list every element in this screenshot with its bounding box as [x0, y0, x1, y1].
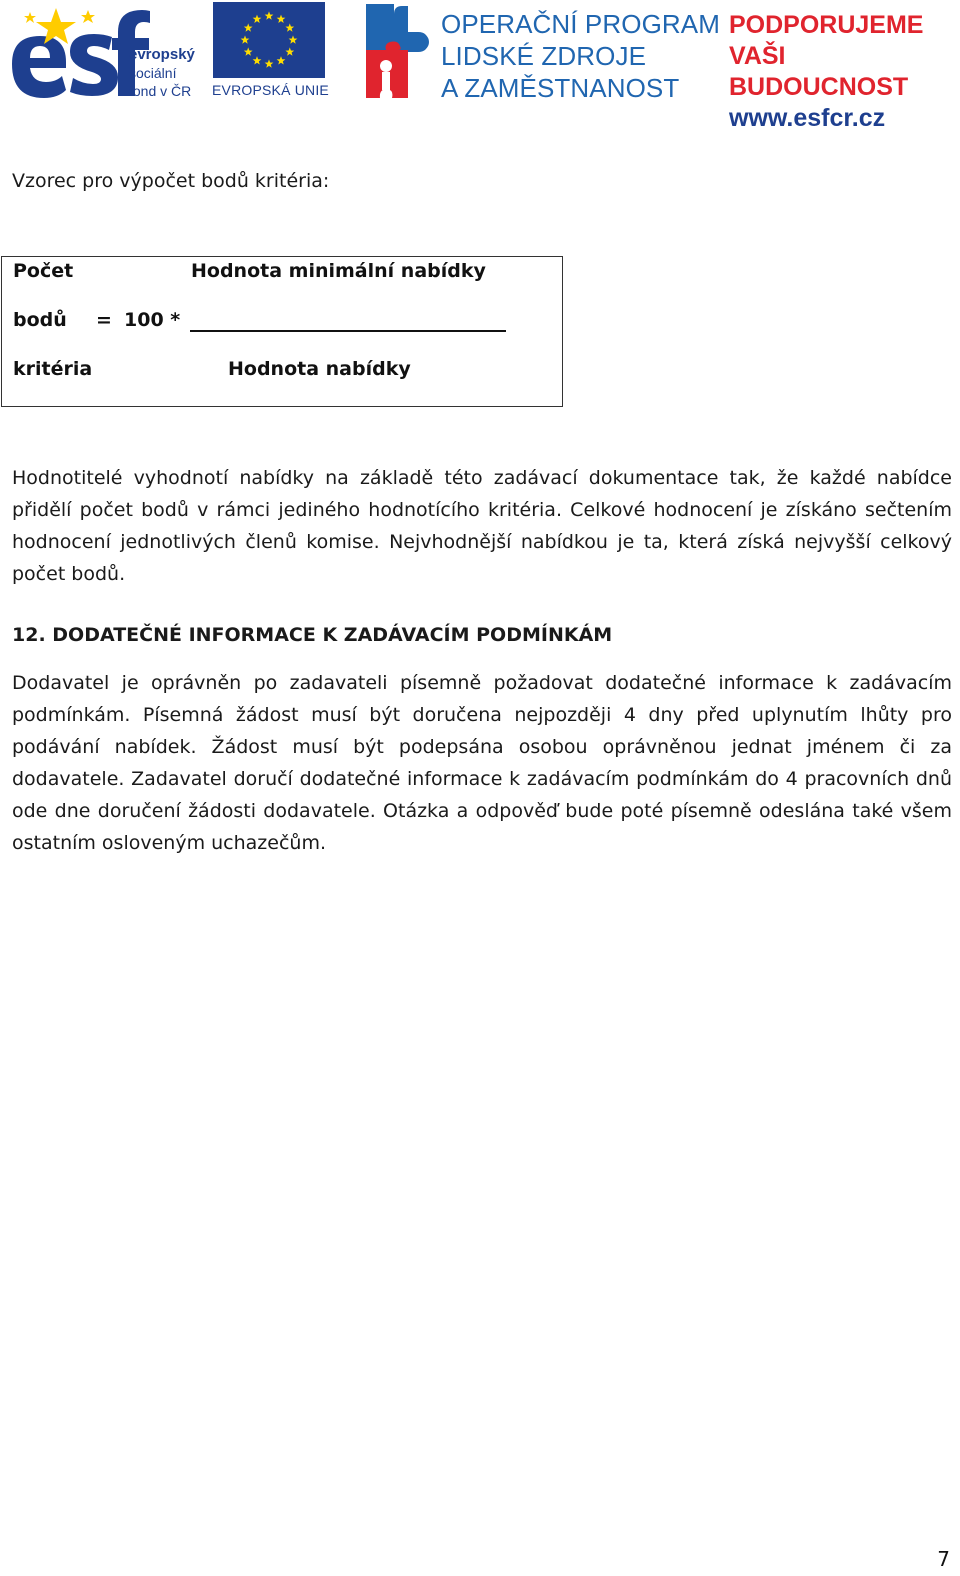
oplz-puzzle-icon — [362, 2, 432, 98]
formula-numerator: Hodnota minimální nabídky — [191, 260, 486, 282]
fraction-line — [190, 330, 506, 332]
section-heading: 12. DODATEČNÉ INFORMACE K ZADÁVACÍM PODMÍNKÁM — [12, 624, 613, 646]
formula-label-kriteria: kritéria — [13, 358, 93, 380]
esf-line-evropsky: evropský — [129, 46, 195, 63]
header-logo-band — [0, 0, 960, 132]
slogan-website-link[interactable]: www.esfcr.cz — [729, 104, 886, 132]
slogan-line-1: PODPORUJEME — [729, 11, 924, 39]
formula-multiplier: 100 * — [124, 309, 181, 331]
formula-intro: Vzorec pro výpočet bodů kritéria: — [12, 170, 330, 192]
eu-flag-icon — [213, 2, 325, 78]
formula-equals: = — [96, 309, 112, 331]
esf-line-fond: fond v ČR — [129, 83, 192, 99]
evaluation-paragraph: Hodnotitelé vyhodnotí nabídky na základě této zadávací dokumentace tak, že každé nabídce přidělí počet bodů v rámci jediného hodnotícího kritéria. Celkové hodnocení je získáno sečtením hodnocení jednotlivých členů komise. Nejvhodnější nabídkou je ta, která získá nejvyšší celkový počet bodů. — [12, 467, 952, 585]
oplz-line-2: LIDSKÉ ZDROJE — [441, 41, 647, 71]
section-paragraph: Dodavatel je oprávněn po zadavateli písemně požadovat dodatečné informace k zadávacím podmínkám. Písemná žádost musí být doručena nejpozději 4 dny před uplynutím lhůty pro podávání nabídek. Žádost musí být podepsána osobou oprávněnou jednat jménem či za dodavatele. Zadavatel doručí dodatečné informace k zadávacím podmínkám do 4 pracovních dnů ode dne doručení žádosti dodavatele. Otázka a odpověď bude poté písemně odeslána také všem ostatním osloveným uchazečům. — [12, 672, 952, 854]
slogan-line-2: VAŠI BUDOUCNOST — [729, 42, 909, 101]
oplz-program-name — [441, 8, 720, 104]
formula-box — [1, 256, 563, 407]
esf-logo-text — [129, 46, 195, 100]
esf-line-socialni: sociální — [129, 65, 177, 81]
page-number: 7 — [937, 1547, 950, 1571]
oplz-line-1: OPERAČNÍ PROGRAM — [441, 9, 720, 39]
oplz-line-3: A ZAMĚSTNANOST — [441, 73, 680, 103]
eu-label: EVROPSKÁ UNIE — [212, 82, 329, 98]
formula-label-bodu: bodů — [13, 309, 67, 331]
formula-denominator: Hodnota nabídky — [228, 358, 411, 380]
formula-label-pocet: Počet — [13, 260, 74, 282]
slogan — [729, 10, 960, 134]
